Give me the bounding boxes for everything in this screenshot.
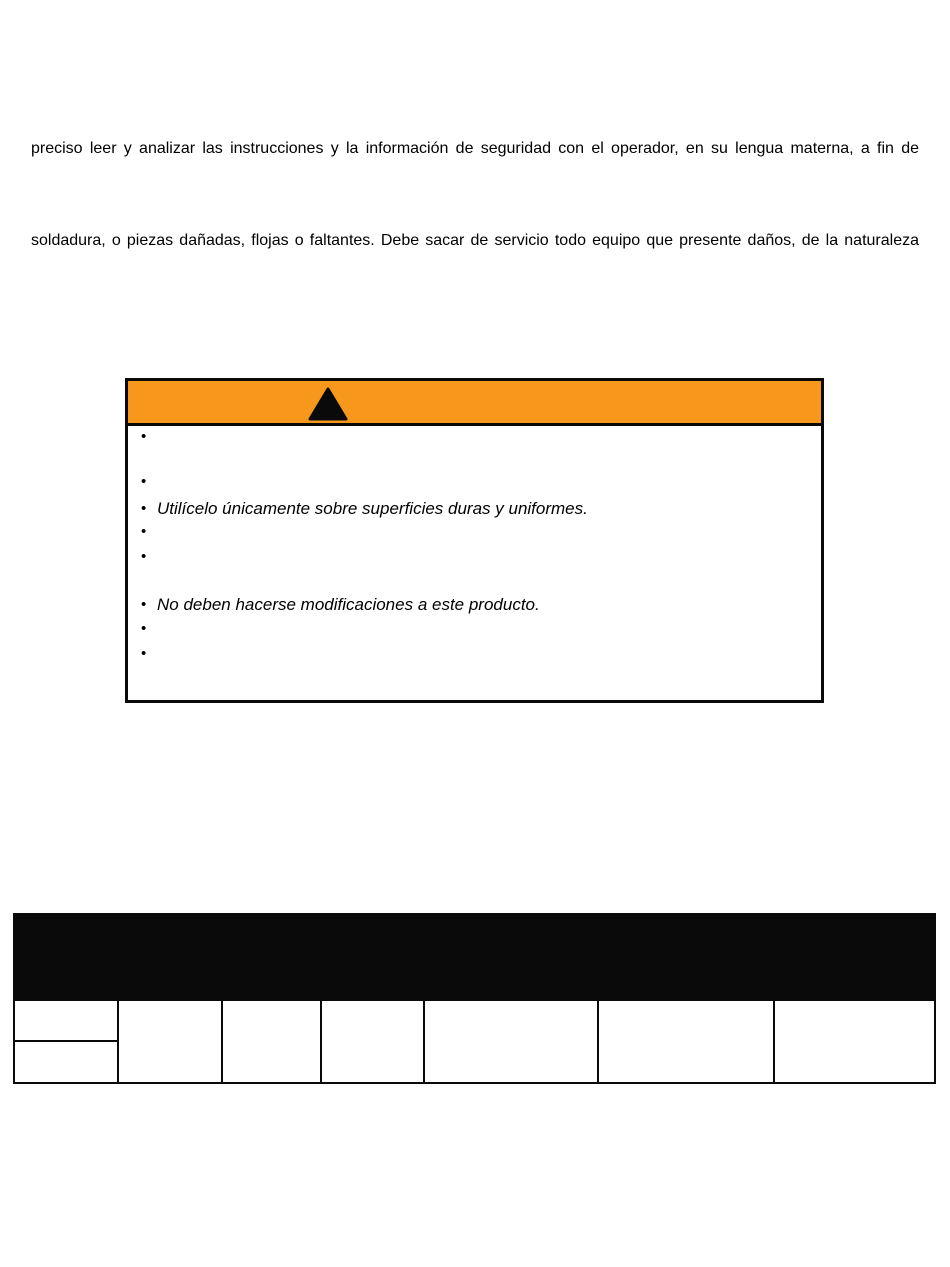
table-cell (773, 999, 936, 1084)
table-cell (221, 999, 322, 1084)
table-cell (597, 999, 775, 1084)
table-cell (320, 999, 425, 1084)
bullet-icon: • (141, 596, 147, 613)
table-cell (423, 999, 599, 1084)
warning-bullet-item (141, 471, 811, 493)
bullet-icon: • (141, 473, 147, 490)
table-cell (117, 999, 223, 1084)
warning-bullet-item (141, 618, 811, 640)
table-header (13, 913, 936, 1000)
paragraph-line-1: preciso leer y analizar las instrucciones y la información de seguridad con el operador, en su lengua materna, a fin de (31, 140, 919, 157)
paragraph-line-2: soldadura, o piezas dañadas, flojas o faltantes. Debe sacar de servicio todo equipo que presente daños, de la naturaleza (31, 232, 919, 249)
bullet-icon: • (141, 620, 147, 637)
specifications-table (13, 913, 936, 1084)
warning-bullet-item (141, 498, 811, 520)
warning-bullet-item (141, 643, 811, 665)
warning-box (125, 378, 824, 703)
warning-bullet-text: No deben hacerse modificaciones a este producto. (157, 595, 540, 614)
bullet-icon: • (141, 645, 147, 662)
warning-bullet-item (141, 594, 811, 616)
table-cell (13, 999, 119, 1042)
table-cell (13, 1040, 119, 1084)
warning-header (128, 381, 821, 426)
warning-bullet-item (141, 521, 811, 543)
bullet-icon: • (141, 548, 147, 565)
warning-bullet-item (141, 546, 811, 568)
warning-bullet-text: Utilícelo únicamente sobre superficies duras y uniformes. (157, 499, 588, 518)
bullet-icon: • (141, 500, 147, 517)
warning-triangle-icon (308, 387, 348, 421)
bullet-icon: • (141, 523, 147, 540)
bullet-icon: • (141, 428, 147, 445)
warning-bullet-item (141, 426, 811, 448)
